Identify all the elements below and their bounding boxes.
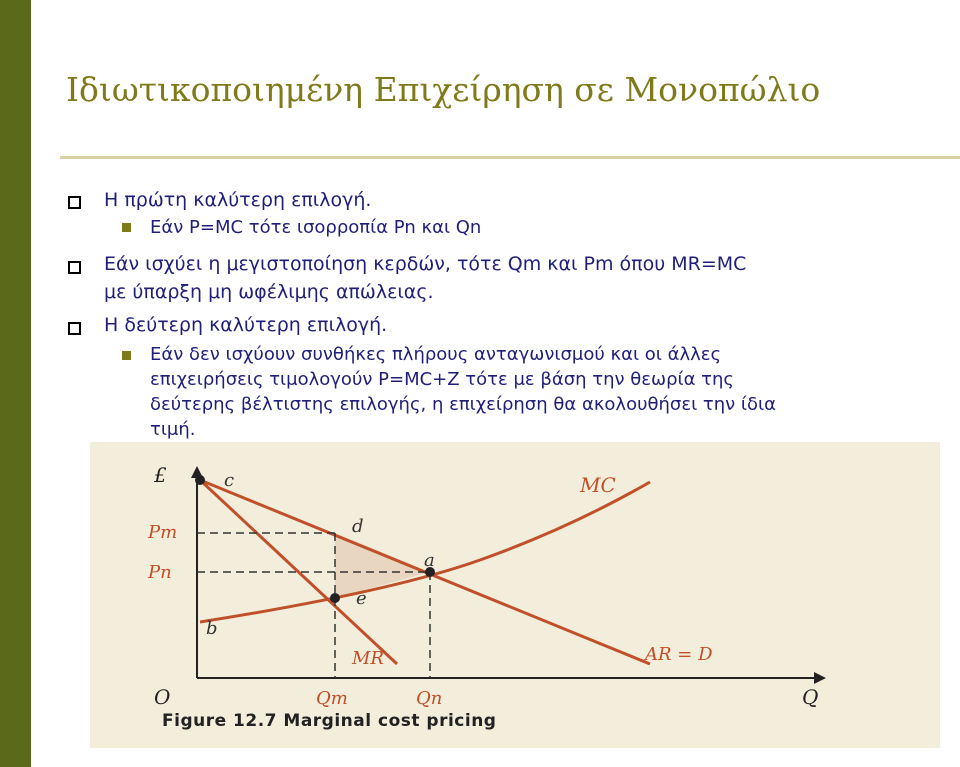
bullet-profit-max-line1: Εάν ισχύει η μεγιστοποίηση κερδών, τότε Qm και Pm όπου MR=MC [104,253,747,275]
bullet-second-best: Η δεύτερη καλύτερη επιλογή. [104,314,388,336]
x-axis-arrow-icon [814,672,826,684]
filled-square-bullet-icon [122,223,131,232]
qm-label: Qm [316,688,348,709]
sub-bullet-second-best-line3: δεύτερης βέλτιστης επιλογής, η επιχείρηση θα ακολουθήσει την ίδια [150,394,776,415]
title-divider [60,156,960,159]
left-accent-bar [0,0,31,767]
sub-bullet-second-best-line4: τιμή. [150,419,196,440]
figure-caption: Figure 12.7 Marginal cost pricing [162,711,497,731]
label-b: b [206,618,218,639]
bullet-profit-max-line2: με ύπαρξη μη ωφέλιμης απώλειας. [104,281,434,303]
y-axis-label: £ [154,463,167,487]
bullet-first-best: Η πρώτη καλύτερη επιλογή. [104,189,372,211]
demand-curve-label: AR = D [645,644,713,665]
pm-label: Pm [148,522,178,543]
label-d: d [352,516,364,537]
marginal-cost-pricing-figure [90,442,940,748]
square-bullet-icon [68,261,81,274]
slide-title: Ιδιωτικοποιημένη Επιχείρηση σε Μονοπώλιο [66,70,821,109]
mr-curve-label: MR [352,648,384,669]
square-bullet-icon [68,196,81,209]
label-e: e [356,588,367,609]
sub-bullet-p-equals-mc: Εάν P=MC τότε ισορροπία Pn και Qn [150,217,482,238]
qn-label: Qn [416,688,443,709]
label-a: a [424,550,435,571]
square-bullet-icon [68,322,81,335]
point-e [330,593,340,603]
mc-curve-label: MC [580,473,616,497]
origin-label: O [154,685,171,709]
point-c [195,475,205,485]
x-axis-label: Q [802,685,819,709]
label-c: c [224,470,235,491]
economics-diagram [90,442,940,748]
pn-label: Pn [148,562,172,583]
sub-bullet-second-best-line1: Εάν δεν ισχύουν συνθήκες πλήρους ανταγωνισμού και οι άλλες [150,344,722,365]
filled-square-bullet-icon [122,351,131,360]
sub-bullet-second-best-line2: επιχειρήσεις τιμολογούν P=MC+Z τότε με βάση την θεωρία της [150,369,734,390]
